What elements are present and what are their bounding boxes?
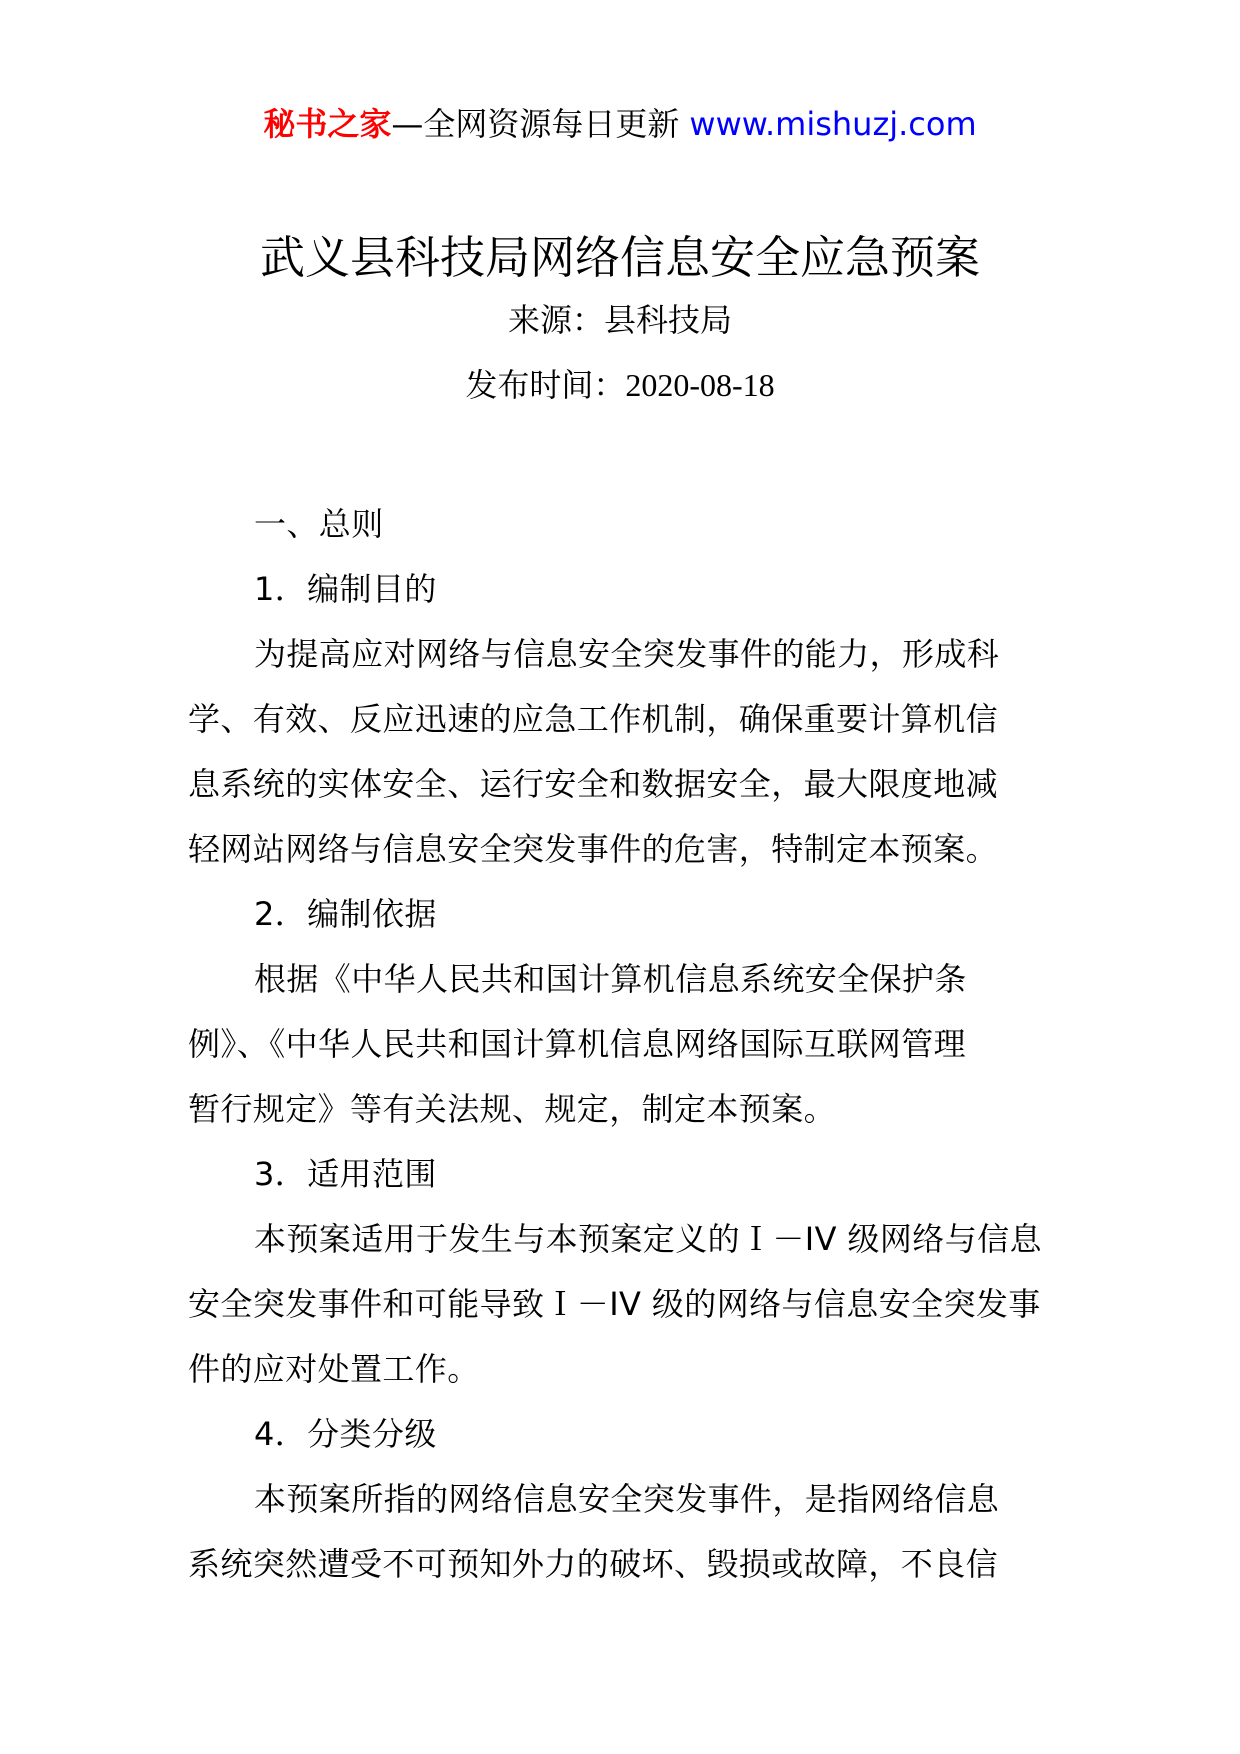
document-body <box>188 492 1054 1597</box>
site-header <box>0 102 1240 146</box>
paragraph-line: 息系统的实体安全、运行安全和数据安全，最大限度地减 <box>188 765 999 803</box>
paragraph-line: 件的应对处置工作。 <box>188 1350 480 1388</box>
paragraph-line: 为提高应对网络与信息安全突发事件的能力，形成科 <box>254 635 1000 673</box>
subheading-scope: 3．适用范围 <box>254 1155 437 1193</box>
paragraph-line: 安全突发事件和可能导致Ｉ－IV 级的网络与信息安全突发事 <box>188 1285 1041 1323</box>
document-source: 来源：县科技局 <box>507 301 732 339</box>
document-title: 武义县科技局网络信息安全应急预案 <box>259 231 980 284</box>
paragraph-line: 暂行规定》等有关法规、规定，制定本预案。 <box>188 1090 837 1128</box>
pubdate-value: 2020-08-18 <box>625 367 775 403</box>
paragraph-line: 学、有效、反应迅速的应急工作机制，确保重要计算机信 <box>188 700 999 738</box>
site-brand: 秘书之家 <box>263 105 392 143</box>
paragraph-line: 系统突然遭受不可预知外力的破坏、毁损或故障，不良信 <box>188 1545 999 1583</box>
subheading-classification: 4．分类分级 <box>254 1415 437 1453</box>
document-pubdate <box>0 363 1240 407</box>
pubdate-label: 发布时间： <box>465 366 626 404</box>
paragraph-line: 轻网站网络与信息安全突发事件的危害，特制定本预案。 <box>188 830 999 868</box>
site-tagline: —全网资源每日更新 <box>391 105 680 143</box>
subheading-purpose: 1．编制目的 <box>254 570 437 608</box>
paragraph-line: 本预案所指的网络信息安全突发事件，是指网络信息 <box>254 1480 1000 1518</box>
section-heading-general: 一、总则 <box>254 505 384 543</box>
paragraph-line: 根据《中华人民共和国计算机信息系统安全保护条 <box>254 960 967 998</box>
site-url-link[interactable]: www.mishuzj.com <box>689 105 977 143</box>
subheading-basis: 2．编制依据 <box>254 895 437 933</box>
paragraph-line: 本预案适用于发生与本预案定义的Ｉ－IV 级网络与信息 <box>254 1220 1042 1258</box>
paragraph-line: 例》、《中华人民共和国计算机信息网络国际互联网管理 <box>188 1025 967 1063</box>
